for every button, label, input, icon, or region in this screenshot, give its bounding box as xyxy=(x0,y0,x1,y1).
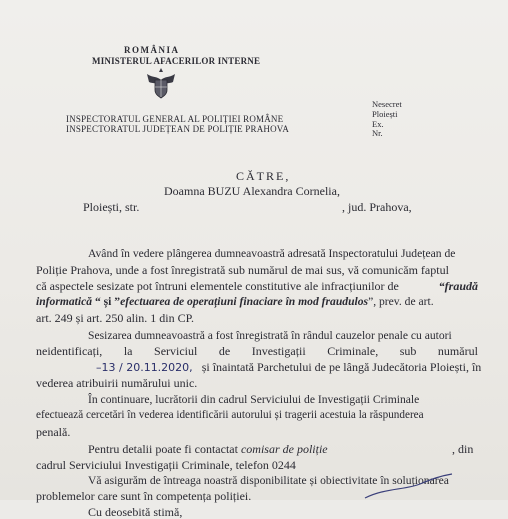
copy-label: Ex. xyxy=(372,119,384,129)
word: Investigații xyxy=(251,344,306,358)
inspectorate-general-heading: INSPECTORATUL GENERAL AL POLIȚIEI ROMÂNE xyxy=(66,114,284,124)
legal-term-operations: efectuarea de operațiuni finaciare în mod fraudulos xyxy=(120,295,369,308)
paragraph-2-line-1: Sesizarea dumneavoastră a fost înregistrată în rândul cauzelor penale cu autori xyxy=(88,329,452,342)
legal-term-fraud: “fraudă xyxy=(438,279,478,293)
paragraph-2-line-4: vederea atribuirii numărului unic. xyxy=(36,376,198,390)
recipient-city: Ploiești, str. xyxy=(83,200,140,214)
recipient-name: Doamna BUZU Alexandra Cornelia, xyxy=(164,184,340,198)
word: de xyxy=(218,344,231,358)
signature-mark xyxy=(360,472,480,500)
paragraph-1-line-3 xyxy=(36,280,478,292)
country-heading: ROMÂNIA xyxy=(124,45,180,55)
word: Criminale, xyxy=(327,344,379,358)
word: sub xyxy=(399,344,417,358)
recipient-to: CĂTRE, xyxy=(236,169,291,183)
paragraph-2-line-2 xyxy=(36,345,478,357)
word: Serviciul xyxy=(154,344,198,358)
paragraph-1-line-4 xyxy=(36,296,434,308)
number-label: Nr. xyxy=(372,128,383,138)
paragraph-3-line-1: În continuare, lucrătorii din cadrul Serviciului de Investigații Criminale xyxy=(88,393,420,406)
word: neidentificați, xyxy=(36,344,103,358)
paragraph-5-line-1: Vă asigurăm de întreaga noastră disponibilitate și obiectivitate în soluționarea xyxy=(88,474,449,487)
registration-number: –13 / 20.11.2020, xyxy=(96,361,193,374)
word: numărul xyxy=(437,344,478,358)
paragraph-4-line-1 xyxy=(88,443,328,455)
paragraph-4-line-2: cadrul Serviciului Investigații Criminale, telefon 0244 xyxy=(36,458,296,472)
conjunction-text: “ și ” xyxy=(94,295,121,308)
paragraph-1-line-2 xyxy=(36,264,478,276)
paragraph-3-line-2: efectuează cercetări în vederea identificării autorului și tragerii acestuia la răspunderea xyxy=(36,409,424,421)
recipient-county: , jud. Prahova, xyxy=(342,200,412,214)
contact-text: Pentru detalii poate fi contactat xyxy=(88,442,238,456)
legal-article-ref: ”, prev. de art. xyxy=(368,295,434,308)
p1-line-2-text: Poliție Prahova, unde a fost înregistrată sub numărul de mai sus, vă comunicăm faptul xyxy=(36,263,449,277)
word: la xyxy=(123,344,133,358)
paragraph-5-line-2: problemelor care sunt în competența poliției. xyxy=(36,489,252,503)
officer-rank: comisar de poliție xyxy=(240,442,328,456)
legal-term-informatic: informatică xyxy=(36,295,93,308)
inspectorate-county-heading: INSPECTORATUL JUDEȚEAN DE POLIȚIE PRAHOVA xyxy=(66,124,290,134)
city-label: Ploiești xyxy=(372,109,398,119)
paragraph-2-line-3 xyxy=(36,361,481,373)
p2-line-3-text: și înaintată Parchetului de pe lângă Judecătoria Ploiești, în xyxy=(201,360,482,374)
classification-label: Nesecret xyxy=(372,99,402,109)
coat-of-arms-icon xyxy=(143,66,179,100)
paragraph-3-line-3: penală. xyxy=(36,425,71,439)
contact-suffix: , din xyxy=(452,442,474,456)
closing-line: Cu deosebită stimă, xyxy=(88,505,183,519)
p1-line-3-text: că aspectele sesizate pot întruni elementele constitutive ale infracțiunilor de xyxy=(36,279,399,293)
paragraph-1-line-5: art. 249 și art. 250 alin. 1 din CP. xyxy=(36,311,194,325)
paragraph-1-line-1: Având în vedere plângerea dumneavoastră adresată Inspectoratului Județean de xyxy=(88,247,456,260)
ministry-heading: MINISTERUL AFACERILOR INTERNE xyxy=(92,56,261,66)
